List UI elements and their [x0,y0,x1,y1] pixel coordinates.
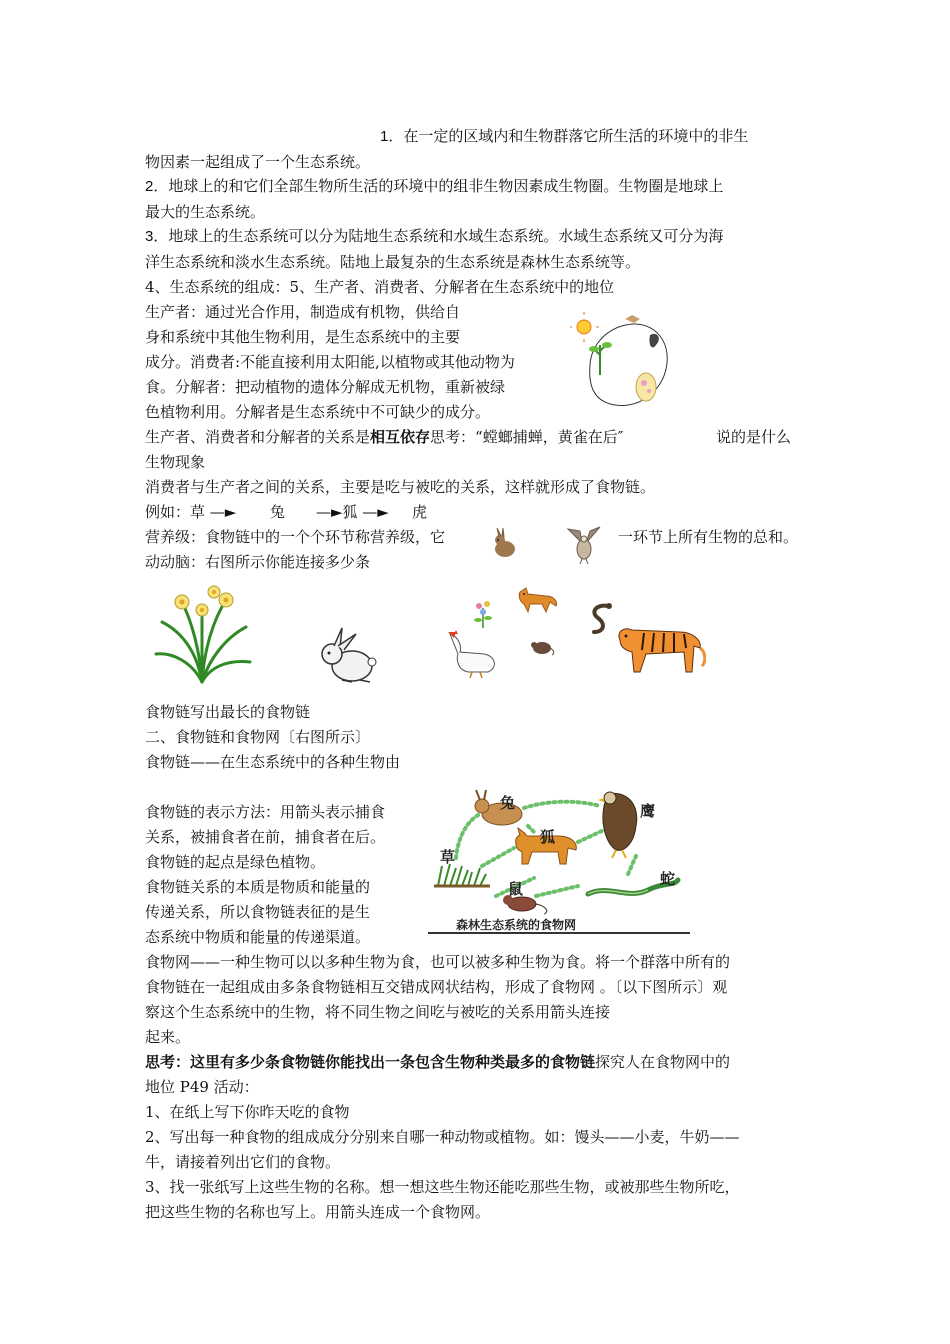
mouse-icon [528,638,556,656]
think-question: 思考：“螳螂捕蝉，黄雀在后″ [430,428,624,446]
ecosystem-cycle-figure [570,305,680,415]
section-2-heading: 二、食物链和食物网〔右图所示〕 [145,728,371,746]
web-caption: 森林生态系统的食物网 [456,918,577,932]
decomposer-line-2: 色植物利用。分解者是生态系统中不可缺少的成分。 [145,403,491,421]
para-1-line-1: 1．在一定的区域内和生物群落它所生活的环境中的非生 [380,128,749,145]
activity-step-1: 1、在纸上写下你昨天吃的食物 [145,1103,350,1121]
cartoon-rabbit-icon [312,626,384,686]
example-rabbit: 兔 [270,503,286,521]
activity-heading: 地位 P49 活动： [145,1078,259,1096]
think-question-tail: 说的是什么 [716,428,792,446]
example-fox: —►狐 —► [316,503,389,521]
relation-line [145,426,623,448]
trophic-level-line-1: 营养级：食物链中的一个个环节称营养级，它 [145,528,446,546]
decomposer-icon [636,373,656,401]
example-prefix: 例如：草 —► [145,503,237,521]
producer-line-1: 生产者：通过光合作用，制造成有机物，供给自 [145,303,461,321]
decomposer-line-1: 食。分解者：把动植物的遗体分解成无机物，重新被绿 [145,378,506,396]
web-label-mouse: 鼠 [508,880,524,898]
small-rabbit-icon [490,527,518,559]
para-3-line-2: 洋生态系统和淡水生态系统。陆地上最复杂的生态系统是森林生态系统等。 [145,253,641,271]
para-4-heading: 4、生态系统的组成：5、生产者、消费者、分解者在生态系统中的地位 [145,278,615,296]
insect-icon [625,315,640,323]
bird-icon [649,334,658,347]
food-web-line-1: 食物网——一种生物可以以多种生物为食，也可以被多种生物为食。将一个群落中所有的 [145,953,731,971]
chicken-icon [444,630,504,678]
notation-line-3: 食物链的起点是绿色植物。 [145,853,326,871]
activity-step-2-line-1: 2、写出每一种食物的组成成分分别来自哪一种动物或植物。如：馒头——小麦，牛奶—— [145,1128,740,1146]
web-caption-underline [428,932,690,934]
web-label-eagle: 鹰 [640,802,656,820]
small-eagle-icon [564,523,604,565]
web-label-grass: 草 [440,848,456,866]
essence-line-1: 食物链关系的本质是物质和能量的 [145,878,371,896]
longest-chain-prompt: 食物链写出最长的食物链 [145,703,311,721]
activity-step-2-line-2: 牛，请接着列出它们的食物。 [145,1153,341,1171]
tiger-icon [610,622,706,676]
consumer-line-1: 成分。消费者:不能直接利用太阳能,以植物或其他动物为 [145,353,515,371]
sun-icon [577,320,591,334]
think-bold: 思考：这里有多少条食物链你能找出一条包含生物种类最多的食物链 [145,1053,596,1071]
essence-line-2: 传递关系，所以食物链表征的是生 [145,903,371,921]
food-chain-definition: 食物链——在生态系统中的各种生物由 [145,753,401,771]
flower-icon [472,598,494,628]
para-2-line-1: 2．地球上的和它们全部生物所生活的环境中的组非生物因素成生物圈。生物圈是地球上 [145,178,724,195]
think-line [145,1051,730,1073]
brain-teaser: 动动脑：右图所示你能连接多少条 [145,553,371,571]
web-label-snake: 蛇 [660,870,676,888]
food-web-line-2: 食物链在一起组成由多条食物链相互交错成网状结构，形成了食物网 。〔以下图所示〕观 [145,978,728,996]
essence-line-3: 态系统中物质和能量的传递渠道。 [145,928,371,946]
fox-icon [516,586,560,614]
para-1-line-2: 物因素一起组成了一个生态系统。 [145,153,371,171]
food-web-line-3: 察这个生态系统中的生物，将不同生物之间吃与被吃的关系用箭头连接 [145,1003,611,1021]
explore-text: 探究人在食物网中的 [595,1053,731,1071]
para-3-line-1: 3．地球上的生态系统可以分为陆地生态系统和水域生态系统。水域生态系统又可分为海 [145,228,724,245]
producer-line-2: 身和系统中其他生物利用，是生态系统中的主要 [145,328,461,346]
activity-step-3-line-2: 把这些生物的名称也写上。用箭头连成一个食物网。 [145,1203,491,1221]
notation-line-2: 关系，被捕食者在前，捕食者在后。 [145,828,386,846]
web-label-rabbit: 兔 [500,794,516,812]
forest-food-web-figure [428,786,690,934]
activity-step-3-line-1: 3、找一张纸写上这些生物的名称。想一想这些生物还能吃那些生物，或被那些生物所吃， [145,1178,740,1196]
food-web-line-4: 起来。 [145,1028,191,1046]
example-tiger: 虎 [412,503,428,521]
daffodil-plant-icon [152,582,252,686]
notation-line-1: 食物链的表示方法：用箭头表示捕食 [145,803,386,821]
mutual-dependence: 相互依存 [370,428,431,446]
para-2-line-2: 最大的生态系统。 [145,203,266,221]
relation-line-2: 生物现象 [145,453,206,471]
trophic-level-line-1-tail: 一环节上所有生物的总和。 [618,528,799,546]
web-label-fox: 狐 [540,828,556,846]
relation-text: 生产者、消费者和分解者的关系是 [145,428,371,446]
food-chain-intro: 消费者与生产者之间的关系，主要是吃与被吃的关系，这样就形成了食物链。 [145,478,656,496]
